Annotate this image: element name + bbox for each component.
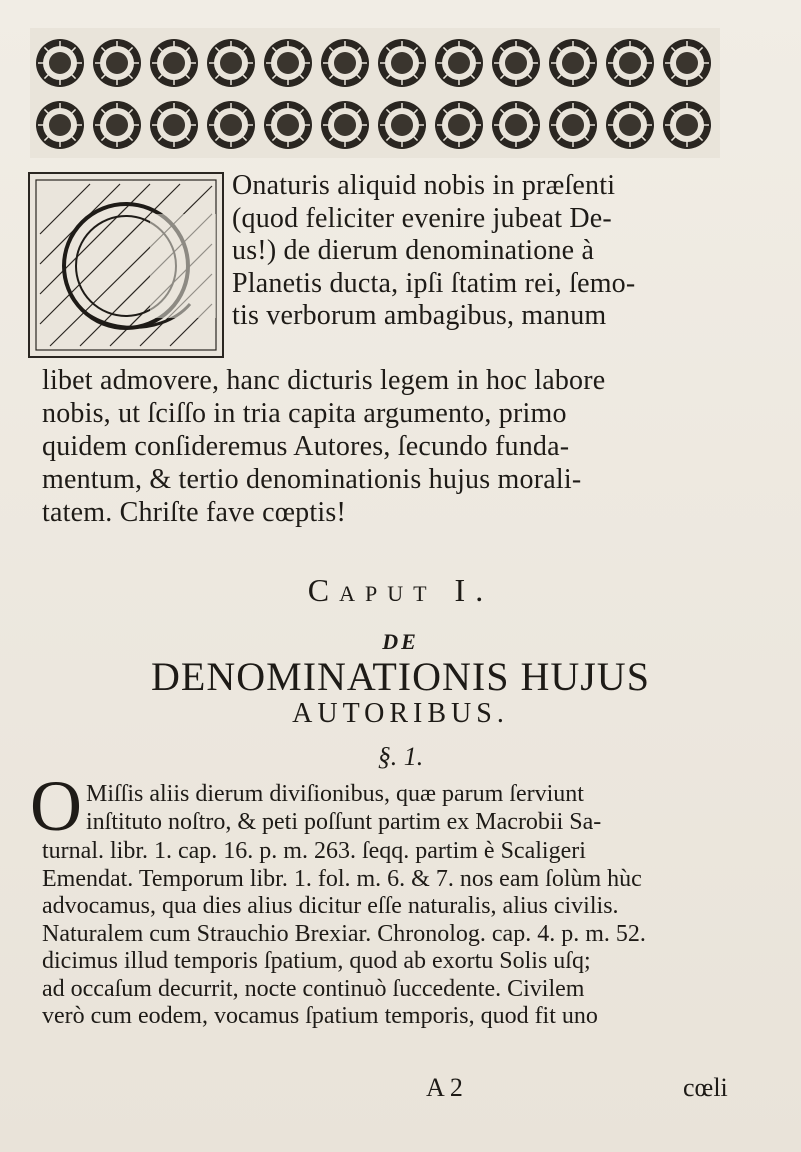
ornament-rosette (207, 39, 255, 87)
ornament-rosette (435, 101, 483, 149)
chapter-preposition: DE (382, 629, 419, 654)
signature-mark: A 2 (426, 1073, 463, 1102)
ornament-rosette (36, 101, 84, 149)
text-line: Emendat. Temporum libr. 1. fol. m. 6. & 7. nos eam ſolùm hùc (42, 865, 642, 892)
ornament-rosette (606, 101, 654, 149)
text-line: verò cum eodem, vocamus ſpatium temporis, quod fit uno (42, 1003, 598, 1029)
section-paragraph (42, 838, 646, 1031)
ornament-rosette (321, 39, 369, 87)
ornament-rosette (93, 101, 141, 149)
text-line: Onaturis aliquid nobis in præſenti (232, 170, 616, 201)
section-paragraph-indented (86, 781, 601, 836)
text-line: ad occaſum decurrit, nocte continuò ſuccedente. Civilem (42, 975, 585, 1002)
text-line: dicimus illud temporis ſpatium, quod ab exortu Solis uſq; (42, 948, 591, 974)
ornament-rosette (36, 39, 84, 87)
chapter-heading: Caput I. (307, 572, 494, 608)
text-line: advocamus, qua dies alius dicitur eſſe naturalis, alius civilis. (42, 893, 619, 919)
ornament-rosette (207, 101, 255, 149)
opening-paragraph-continued (42, 365, 605, 530)
ornament-rosette (435, 39, 483, 87)
ornament-rosette (264, 39, 312, 87)
ornament-rosette (93, 39, 141, 87)
ornamental-headpiece (30, 28, 720, 158)
catchword: cœli (683, 1073, 728, 1102)
text-line: Miſſis aliis dierum diviſionibus, quæ parum ſerviunt (86, 781, 584, 807)
text-line: mentum, & tertio denominationis hujus morali- (42, 464, 582, 495)
text-line: libet admovere, hanc dicturis legem in hoc labore (42, 365, 606, 396)
text-line: turnal. libr. 1. cap. 16. p. m. 263. ſeqq. partim è Scaligeri (42, 838, 586, 864)
ornament-rosette (264, 101, 312, 149)
ornament-rosette (378, 39, 426, 87)
chapter-title: DENOMINATIONIS HUJUS (151, 654, 650, 699)
ornament-rosette (378, 101, 426, 149)
text-line: inſtituto noſtro, & peti poſſunt partim ex Macrobii Sa- (86, 808, 602, 835)
ornament-rosette (549, 39, 597, 87)
ornament-rosette (150, 101, 198, 149)
ornament-rosette (549, 101, 597, 149)
ornament-rosette (606, 39, 654, 87)
ornament-rosette (321, 101, 369, 149)
ornament-rosette (663, 39, 711, 87)
ornament-rosette (492, 101, 540, 149)
chapter-subtitle: AUTORIBUS. (292, 698, 509, 729)
text-line: quidem conſideremus Autores, ſecundo funda- (42, 431, 570, 462)
text-line: tatem. Chriſte fave cœptis! (42, 497, 346, 528)
drop-cap-initial: O (30, 766, 82, 846)
text-line: tis verborum ambagibus, manum (232, 300, 607, 331)
decorated-initial-block (28, 172, 224, 358)
opening-paragraph-beside-initial (232, 170, 635, 333)
text-line: Planetis ducta, ipſi ſtatim rei, ſemo- (232, 267, 636, 299)
ornament-rosette (663, 101, 711, 149)
section-mark: §. 1. (377, 742, 424, 771)
ornament-rosette (150, 39, 198, 87)
text-line: (quod feliciter evenire jubeat De- (232, 202, 612, 234)
ornament-rosette (492, 39, 540, 87)
text-line: Naturalem cum Strauchio Brexiar. Chronolog. cap. 4. p. m. 52. (42, 920, 646, 947)
text-line: nobis, ut ſciſſo in tria capita argumento, primo (42, 398, 567, 429)
text-line: us!) de dierum denominatione à (232, 235, 595, 266)
